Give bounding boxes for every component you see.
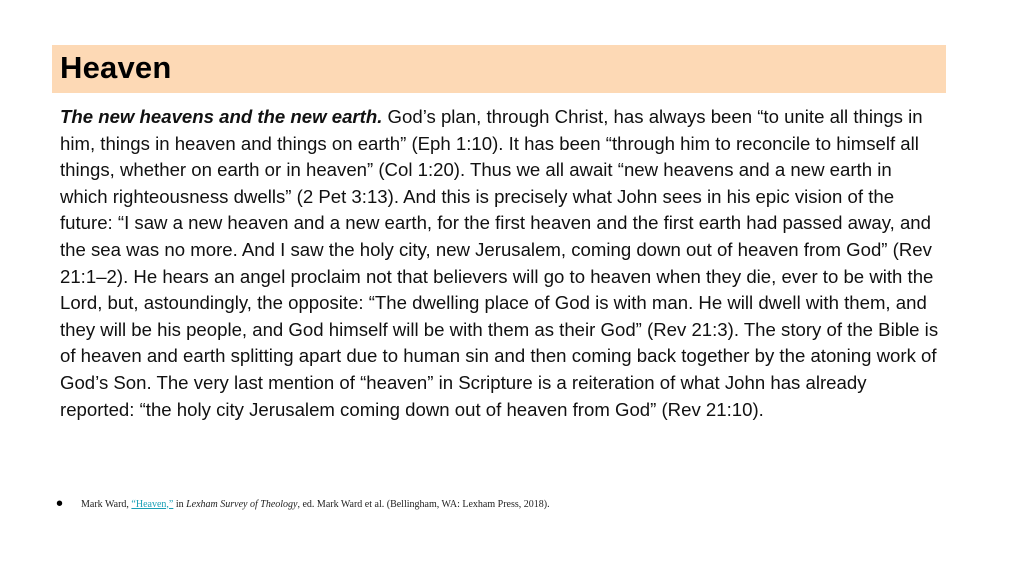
footnote-in: in bbox=[173, 498, 187, 510]
footnote bbox=[56, 494, 936, 514]
footnote-author: Mark Ward, bbox=[81, 498, 132, 510]
heaven-link[interactable]: “Heaven,” bbox=[131, 498, 174, 510]
footnote-publication: , ed. Mark Ward et al. (Bellingham, WA: Lexham Press, 2018). bbox=[297, 498, 550, 510]
lead-phrase: The new heavens and the new earth. bbox=[60, 106, 383, 127]
page-title: Heaven bbox=[60, 50, 172, 85]
title-bar bbox=[52, 45, 946, 93]
bullet-icon: • bbox=[56, 493, 64, 515]
body-text: God’s plan, through Christ, has always been “to unite all things in him, things in heaven and things on earth” (Eph 1:10). It has been “through him to reconcile to himself all things, whether on earth or in heaven” (Col 1:20). Thus we all await “new heavens and a new earth in which righteousness dwells” (2 Pet 3:13). And this is precisely what John sees in his epic vision of the future: “I saw a new heaven and a new earth, for the first heaven and the first earth had passed away, and the sea was no more. And I saw the holy city, new Jerusalem, coming down out of heaven from God” (Rev 21:1–2). He hears an angel proclaim not that believers will go to heaven when they die, ever to be with the Lord, but, astoundingly, the opposite: “The dwelling place of God is with man. He will dwell with them, and they will be his people, and God himself will be with them as their God” (Rev 21:3). The story of the Bible is of heaven and earth splitting apart due to human sin and then coming back together by the atoning work of God’s Son. The very last mention of “heaven” in Scripture is a reiteration of what John has already reported: “the holy city Jerusalem coming down out of heaven from God” (Rev 21:10). bbox=[60, 106, 939, 420]
footnote-book-title: Lexham Survey of Theology bbox=[186, 498, 298, 510]
footnote-citation bbox=[81, 499, 550, 510]
body-paragraph bbox=[60, 104, 940, 423]
